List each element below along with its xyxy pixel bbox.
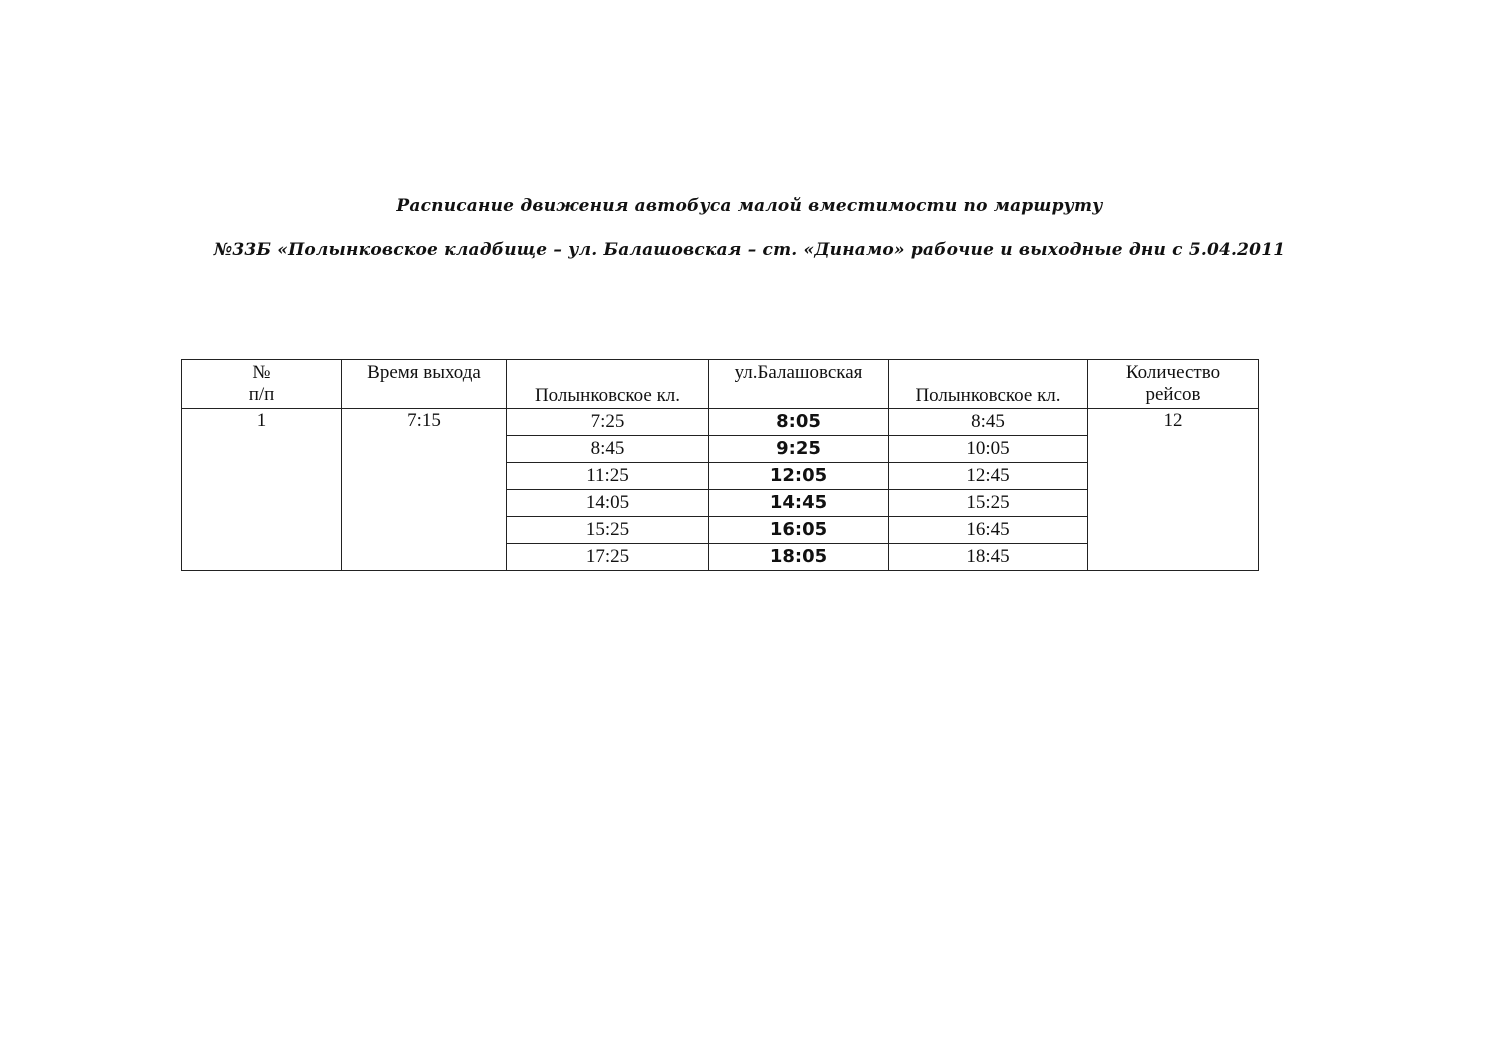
stop2-time: 18:05 (709, 544, 889, 571)
document-title: Расписание движения автобуса малой вместимости по маршруту (396, 196, 1103, 216)
stop3-time: 10:05 (889, 436, 1088, 463)
header-trips-line1: Количество (1125, 362, 1221, 383)
stop2-time: 9:25 (709, 436, 889, 463)
schedule-table (181, 359, 1259, 571)
stop1-time: 11:25 (507, 463, 709, 490)
stop1-time: 8:45 (507, 436, 709, 463)
stop2-time: 8:05 (709, 409, 889, 436)
stop1-time: 14:05 (507, 490, 709, 517)
trips-count-cell: 12 (1088, 409, 1259, 571)
header-stop-polynkovskoe-1: Полынковское кл. (507, 360, 709, 409)
departure-time-cell: 7:15 (342, 409, 507, 571)
stop3-time: 12:45 (889, 463, 1088, 490)
row-number-cell: 1 (182, 409, 342, 571)
header-trips-line2: рейсов (1145, 384, 1201, 405)
stop2-time: 12:05 (709, 463, 889, 490)
stop2-time: 14:45 (709, 490, 889, 517)
stop1-time: 15:25 (507, 517, 709, 544)
stop1-time: 17:25 (507, 544, 709, 571)
stop3-time: 18:45 (889, 544, 1088, 571)
header-number-line2: п/п (248, 384, 275, 405)
header-number-line1: № (252, 362, 271, 383)
header-number (182, 360, 342, 409)
header-trips (1088, 360, 1259, 409)
document-subtitle: №33Б «Полынковское кладбище – ул. Балашовская – ст. «Динамо» рабочие и выходные дни с 5.04.2011 (213, 240, 1286, 260)
stop3-time: 15:25 (889, 490, 1088, 517)
stop3-time: 8:45 (889, 409, 1088, 436)
header-departure: Время выхода (342, 360, 507, 409)
header-stop-polynkovskoe-2: Полынковское кл. (889, 360, 1088, 409)
table-row (182, 409, 1259, 436)
stop3-time: 16:45 (889, 517, 1088, 544)
header-stop-balashovskaya: ул.Балашовская (709, 360, 889, 409)
stop1-time: 7:25 (507, 409, 709, 436)
stop2-time: 16:05 (709, 517, 889, 544)
header-row (182, 360, 1259, 409)
